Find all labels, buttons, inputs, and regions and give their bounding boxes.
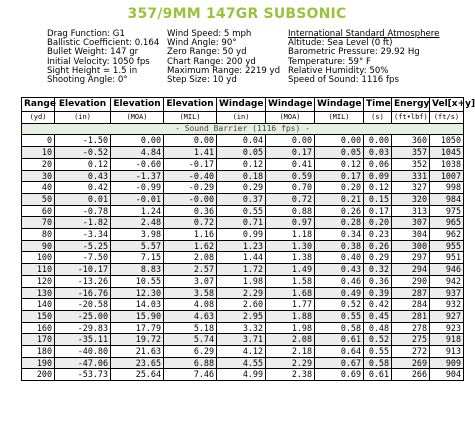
cell-elevation-moa: -0.01 [111, 193, 164, 205]
table-row [22, 310, 464, 322]
cell-elevation-moa: 19.72 [111, 334, 164, 346]
cell-velocity: 1045 [430, 147, 464, 159]
cell-elevation-moa: 5.57 [111, 240, 164, 252]
cell-windage-mil: 0.40 [315, 252, 364, 264]
cell-elevation-mil: 0.00 [164, 135, 217, 147]
cell-time: 0.23 [364, 229, 392, 241]
cell-windage-in: 0.18 [217, 170, 266, 182]
cell-velocity: 1038 [430, 158, 464, 170]
table-row [22, 334, 464, 346]
cell-windage-moa: 0.59 [266, 170, 315, 182]
cell-range: 140 [22, 299, 55, 311]
cell-velocity: 962 [430, 229, 464, 241]
cell-time: 0.58 [364, 357, 392, 369]
param-wind-angle: Wind Angle: 90° [167, 38, 237, 49]
cell-energy: 290 [392, 275, 430, 287]
cell-velocity: 955 [430, 240, 464, 252]
table-row [22, 193, 464, 205]
cell-elevation-moa: -1.37 [111, 170, 164, 182]
table-row [22, 158, 464, 170]
unit-energy: (ft•lbf) [392, 112, 430, 124]
param-chart-range: Chart Range: 200 yd [167, 56, 256, 67]
table-row [22, 357, 464, 369]
cell-range: 90 [22, 240, 55, 252]
cell-windage-mil: 0.38 [315, 240, 364, 252]
cell-velocity: 932 [430, 299, 464, 311]
cell-energy: 352 [392, 158, 430, 170]
cell-windage-moa: 0.97 [266, 217, 315, 229]
header-range: Range [22, 98, 55, 112]
cell-energy: 331 [392, 170, 430, 182]
cell-windage-in: 3.71 [217, 334, 266, 346]
cell-windage-mil: 0.69 [315, 369, 364, 381]
cell-elevation-in: -0.52 [55, 147, 111, 159]
cell-windage-moa: 1.68 [266, 287, 315, 299]
cell-range: 130 [22, 287, 55, 299]
cell-time: 0.36 [364, 275, 392, 287]
cell-energy: 266 [392, 369, 430, 381]
cell-elevation-in: 0.12 [55, 158, 111, 170]
cell-velocity: 975 [430, 205, 464, 217]
cell-elevation-in: -0.78 [55, 205, 111, 217]
cell-elevation-moa: 1.24 [111, 205, 164, 217]
cell-elevation-moa: 10.55 [111, 275, 164, 287]
cell-elevation-mil: 0.36 [164, 205, 217, 217]
cell-velocity: 904 [430, 369, 464, 381]
cell-windage-in: 0.05 [217, 147, 266, 159]
ballistics-table [21, 97, 475, 381]
unit-time: (s) [364, 112, 392, 124]
cell-range: 200 [22, 369, 55, 381]
cell-time: 0.48 [364, 322, 392, 334]
cell-elevation-in: -47.06 [55, 357, 111, 369]
cell-energy: 357 [392, 147, 430, 159]
cell-energy: 272 [392, 346, 430, 358]
cell-energy: 320 [392, 193, 430, 205]
table-row [22, 275, 464, 287]
cell-elevation-mil: -0.17 [164, 158, 217, 170]
cell-elevation-mil: 3.07 [164, 275, 217, 287]
cell-velocity: 909 [430, 357, 464, 369]
cell-windage-moa: 1.38 [266, 252, 315, 264]
cell-windage-moa: 0.17 [266, 147, 315, 159]
cell-elevation-in: -40.80 [55, 346, 111, 358]
cell-elevation-mil: 2.57 [164, 264, 217, 276]
cell-windage-in: 1.23 [217, 240, 266, 252]
cell-time: 0.00 [364, 135, 392, 147]
cell-elevation-moa: -0.99 [111, 182, 164, 194]
cell-velocity: 923 [430, 322, 464, 334]
cell-time: 0.61 [364, 369, 392, 381]
cell-elevation-moa: 21.63 [111, 346, 164, 358]
table-row [22, 205, 464, 217]
param-altitude: Altitude: Sea Level (0 ft) [288, 38, 393, 49]
cell-windage-in: 4.55 [217, 357, 266, 369]
cell-windage-mil: 0.28 [315, 217, 364, 229]
cell-windage-in: 0.99 [217, 229, 266, 241]
param-step-size: Step Size: 10 yd [167, 74, 237, 85]
cell-range: 110 [22, 264, 55, 276]
params-column-range [167, 30, 280, 85]
cell-windage-in: 0.12 [217, 158, 266, 170]
cell-elevation-in: -10.17 [55, 264, 111, 276]
cell-range: 70 [22, 217, 55, 229]
cell-elevation-mil: 5.74 [164, 334, 217, 346]
header-windage-in: Windage [217, 98, 266, 112]
cell-windage-moa: 1.58 [266, 275, 315, 287]
header-elevation-moa: Elevation [111, 98, 164, 112]
cell-windage-mil: 0.46 [315, 275, 364, 287]
cell-elevation-in: -1.50 [55, 135, 111, 147]
cell-elevation-in: -3.34 [55, 229, 111, 241]
cell-time: 0.32 [364, 264, 392, 276]
cell-elevation-moa: 7.15 [111, 252, 164, 264]
cell-range: 20 [22, 158, 55, 170]
cell-time: 0.12 [364, 182, 392, 194]
cell-elevation-mil: 1.41 [164, 147, 217, 159]
unit-velocity: (ft/s) [430, 112, 464, 124]
cell-energy: 304 [392, 229, 430, 241]
cell-range: 180 [22, 346, 55, 358]
cell-range: 160 [22, 322, 55, 334]
cell-windage-moa: 2.38 [266, 369, 315, 381]
cell-elevation-mil: -0.29 [164, 182, 217, 194]
cell-windage-mil: 0.67 [315, 357, 364, 369]
cell-windage-mil: 0.61 [315, 334, 364, 346]
cell-energy: 300 [392, 240, 430, 252]
param-relative-humidity: Relative Humidity: 50% [288, 65, 389, 76]
cell-elevation-in: -35.11 [55, 334, 111, 346]
table-row [22, 182, 464, 194]
cell-elevation-in: -1.82 [55, 217, 111, 229]
cell-elevation-moa: 2.48 [111, 217, 164, 229]
cell-elevation-mil: 2.08 [164, 252, 217, 264]
cell-time: 0.20 [364, 217, 392, 229]
cell-windage-in: 2.29 [217, 287, 266, 299]
cell-time: 0.42 [364, 299, 392, 311]
cell-elevation-mil: 0.72 [164, 217, 217, 229]
cell-range: 50 [22, 193, 55, 205]
cell-windage-mil: 0.05 [315, 147, 364, 159]
cell-range: 10 [22, 147, 55, 159]
cell-energy: 287 [392, 287, 430, 299]
unit-windage-mil: (MIL) [315, 112, 364, 124]
cell-elevation-in: -25.00 [55, 310, 111, 322]
cell-windage-mil: 0.12 [315, 158, 364, 170]
header-energy: Energy [392, 98, 430, 112]
unit-range: (yd) [22, 112, 55, 124]
cell-elevation-in: 0.43 [55, 170, 111, 182]
cell-windage-mil: 0.55 [315, 310, 364, 322]
cell-time: 0.55 [364, 346, 392, 358]
cell-windage-mil: 0.43 [315, 264, 364, 276]
cell-windage-moa: 2.18 [266, 346, 315, 358]
table-row [22, 346, 464, 358]
header-time: Time [364, 98, 392, 112]
cell-range: 60 [22, 205, 55, 217]
cell-elevation-mil: 6.29 [164, 346, 217, 358]
param-ballistic-coefficient: Ballistic Coefficient: 0.164 [47, 38, 160, 49]
cell-elevation-moa: 12.30 [111, 287, 164, 299]
cell-elevation-moa: 15.90 [111, 310, 164, 322]
param-shooting-angle: Shooting Angle: 0° [47, 74, 128, 85]
table-row [22, 264, 464, 276]
cell-velocity: 918 [430, 334, 464, 346]
cell-elevation-moa: 14.03 [111, 299, 164, 311]
cell-windage-moa: 2.29 [266, 357, 315, 369]
cell-windage-in: 4.12 [217, 346, 266, 358]
cell-velocity: 951 [430, 252, 464, 264]
cell-windage-moa: 0.70 [266, 182, 315, 194]
cell-elevation-mil: 4.63 [164, 310, 217, 322]
cell-energy: 284 [392, 299, 430, 311]
cell-elevation-mil: 6.88 [164, 357, 217, 369]
table-row [22, 147, 464, 159]
cell-elevation-moa: 0.00 [111, 135, 164, 147]
cell-velocity: 913 [430, 346, 464, 358]
cell-time: 0.03 [364, 147, 392, 159]
cell-windage-mil: 0.49 [315, 287, 364, 299]
cell-time: 0.17 [364, 205, 392, 217]
cell-elevation-mil: 3.58 [164, 287, 217, 299]
cell-velocity: 946 [430, 264, 464, 276]
cell-time: 0.15 [364, 193, 392, 205]
cell-elevation-in: -16.76 [55, 287, 111, 299]
cell-elevation-moa: 4.84 [111, 147, 164, 159]
header-elevation-in: Elevation [55, 98, 111, 112]
cell-elevation-mil: 1.16 [164, 229, 217, 241]
table-row [22, 369, 464, 381]
sound-barrier-label: - Sound Barrier (1116 fps) - [22, 123, 464, 135]
cell-windage-moa: 1.18 [266, 229, 315, 241]
cell-windage-moa: 0.41 [266, 158, 315, 170]
cell-range: 170 [22, 334, 55, 346]
cell-time: 0.26 [364, 240, 392, 252]
param-barometric-pressure: Barometric Pressure: 29.92 Hg [288, 47, 420, 58]
cell-velocity: 984 [430, 193, 464, 205]
cell-time: 0.06 [364, 158, 392, 170]
cell-range: 0 [22, 135, 55, 147]
cell-windage-in: 0.37 [217, 193, 266, 205]
param-initial-velocity: Initial Velocity: 1050 fps [47, 56, 150, 67]
sound-barrier-row [22, 123, 464, 135]
cell-energy: 360 [392, 135, 430, 147]
cell-time: 0.45 [364, 310, 392, 322]
cell-elevation-in: -7.50 [55, 252, 111, 264]
table-row [22, 322, 464, 334]
cell-time: 0.52 [364, 334, 392, 346]
cell-elevation-moa: 25.64 [111, 369, 164, 381]
param-zero-range: Zero Range: 50 yd [167, 47, 247, 58]
cell-elevation-mil: 5.18 [164, 322, 217, 334]
cell-windage-moa: 0.88 [266, 205, 315, 217]
cell-windage-moa: 0.00 [266, 135, 315, 147]
header-windage-moa: Windage [266, 98, 315, 112]
cell-windage-in: 3.32 [217, 322, 266, 334]
cell-windage-moa: 1.49 [266, 264, 315, 276]
cell-elevation-moa: 3.98 [111, 229, 164, 241]
cell-range: 30 [22, 170, 55, 182]
cell-velocity: 1050 [430, 135, 464, 147]
cell-energy: 297 [392, 252, 430, 264]
cell-elevation-in: -53.73 [55, 369, 111, 381]
unit-elevation-mil: (MIL) [164, 112, 217, 124]
header-windage-mil: Windage [315, 98, 364, 112]
cell-windage-mil: 0.21 [315, 193, 364, 205]
cell-windage-moa: 0.72 [266, 193, 315, 205]
header-elevation-mil: Elevation [164, 98, 217, 112]
cell-windage-in: 0.04 [217, 135, 266, 147]
cell-windage-moa: 2.08 [266, 334, 315, 346]
cell-windage-mil: 0.52 [315, 299, 364, 311]
table-row [22, 240, 464, 252]
cell-elevation-in: -13.26 [55, 275, 111, 287]
unit-windage-moa: (MOA) [266, 112, 315, 124]
table-row [22, 299, 464, 311]
cell-windage-moa: 1.77 [266, 299, 315, 311]
cell-range: 190 [22, 357, 55, 369]
cell-energy: 313 [392, 205, 430, 217]
cell-elevation-mil: 7.46 [164, 369, 217, 381]
param-bullet-weight: Bullet Weight: 147 gr [47, 47, 139, 58]
table-row [22, 135, 464, 147]
cell-windage-in: 0.71 [217, 217, 266, 229]
cell-energy: 327 [392, 182, 430, 194]
param-sight-height: Sight Height = 1.5 in [47, 65, 138, 76]
cell-energy: 269 [392, 357, 430, 369]
cell-elevation-mil: -0.00 [164, 193, 217, 205]
cell-range: 150 [22, 310, 55, 322]
param-wind-speed: Wind Speed: 5 mph [167, 29, 252, 39]
param-maximum-range: Maximum Range: 2219 yd [167, 65, 281, 76]
cell-energy: 281 [392, 310, 430, 322]
param-drag-function: Drag Function: G1 [47, 29, 125, 39]
cell-windage-in: 2.60 [217, 299, 266, 311]
cell-windage-in: 4.99 [217, 369, 266, 381]
unit-elevation-in: (in) [55, 112, 111, 124]
cell-windage-mil: 0.34 [315, 229, 364, 241]
param-speed-of-sound: Speed of Sound: 1116 fps [288, 74, 399, 85]
chart-title: 357/9MM 147GR SUBSONIC [127, 6, 347, 22]
cell-velocity: 1007 [430, 170, 464, 182]
cell-energy: 275 [392, 334, 430, 346]
cell-elevation-in: -20.58 [55, 299, 111, 311]
cell-windage-in: 0.55 [217, 205, 266, 217]
cell-windage-in: 1.98 [217, 275, 266, 287]
cell-elevation-moa: 23.65 [111, 357, 164, 369]
cell-range: 80 [22, 229, 55, 241]
cell-windage-moa: 1.30 [266, 240, 315, 252]
cell-velocity: 965 [430, 217, 464, 229]
cell-windage-mil: 0.17 [315, 170, 364, 182]
unit-elevation-moa: (MOA) [111, 112, 164, 124]
cell-windage-in: 1.44 [217, 252, 266, 264]
cell-elevation-in: -5.25 [55, 240, 111, 252]
cell-elevation-moa: 8.83 [111, 264, 164, 276]
table-row [22, 252, 464, 264]
cell-elevation-in: 0.01 [55, 193, 111, 205]
cell-windage-mil: 0.20 [315, 182, 364, 194]
cell-windage-mil: 0.26 [315, 205, 364, 217]
cell-windage-mil: 0.58 [315, 322, 364, 334]
cell-elevation-in: -29.83 [55, 322, 111, 334]
cell-energy: 307 [392, 217, 430, 229]
cell-elevation-in: 0.42 [55, 182, 111, 194]
cell-range: 100 [22, 252, 55, 264]
cell-velocity: 942 [430, 275, 464, 287]
cell-windage-moa: 1.98 [266, 322, 315, 334]
cell-time: 0.39 [364, 287, 392, 299]
param-temperature: Temperature: 59° F [288, 56, 371, 67]
cell-elevation-mil: -0.40 [164, 170, 217, 182]
header-velocity: Vel[x+y] [430, 98, 464, 112]
table-row [22, 170, 464, 182]
unit-windage-in: (in) [217, 112, 266, 124]
cell-velocity: 927 [430, 310, 464, 322]
cell-time: 0.29 [364, 252, 392, 264]
param-atmosphere-link[interactable]: International Standard Atmosphere [288, 29, 440, 39]
cell-range: 120 [22, 275, 55, 287]
cell-windage-in: 2.95 [217, 310, 266, 322]
cell-velocity: 937 [430, 287, 464, 299]
params-column-atmosphere [288, 30, 439, 85]
cell-elevation-mil: 4.08 [164, 299, 217, 311]
table-row [22, 217, 464, 229]
cell-windage-in: 0.29 [217, 182, 266, 194]
table-row [22, 287, 464, 299]
cell-range: 40 [22, 182, 55, 194]
cell-elevation-moa: 17.79 [111, 322, 164, 334]
cell-windage-in: 1.72 [217, 264, 266, 276]
table-row [22, 229, 464, 241]
cell-elevation-moa: -0.60 [111, 158, 164, 170]
cell-energy: 278 [392, 322, 430, 334]
cell-windage-moa: 1.88 [266, 310, 315, 322]
table-units-row [22, 112, 464, 124]
cell-windage-mil: 0.64 [315, 346, 364, 358]
cell-windage-mil: 0.00 [315, 135, 364, 147]
cell-energy: 294 [392, 264, 430, 276]
params-column-bullet [47, 30, 159, 85]
cell-elevation-mil: 1.62 [164, 240, 217, 252]
cell-velocity: 998 [430, 182, 464, 194]
cell-time: 0.09 [364, 170, 392, 182]
table-header-row [22, 98, 464, 112]
